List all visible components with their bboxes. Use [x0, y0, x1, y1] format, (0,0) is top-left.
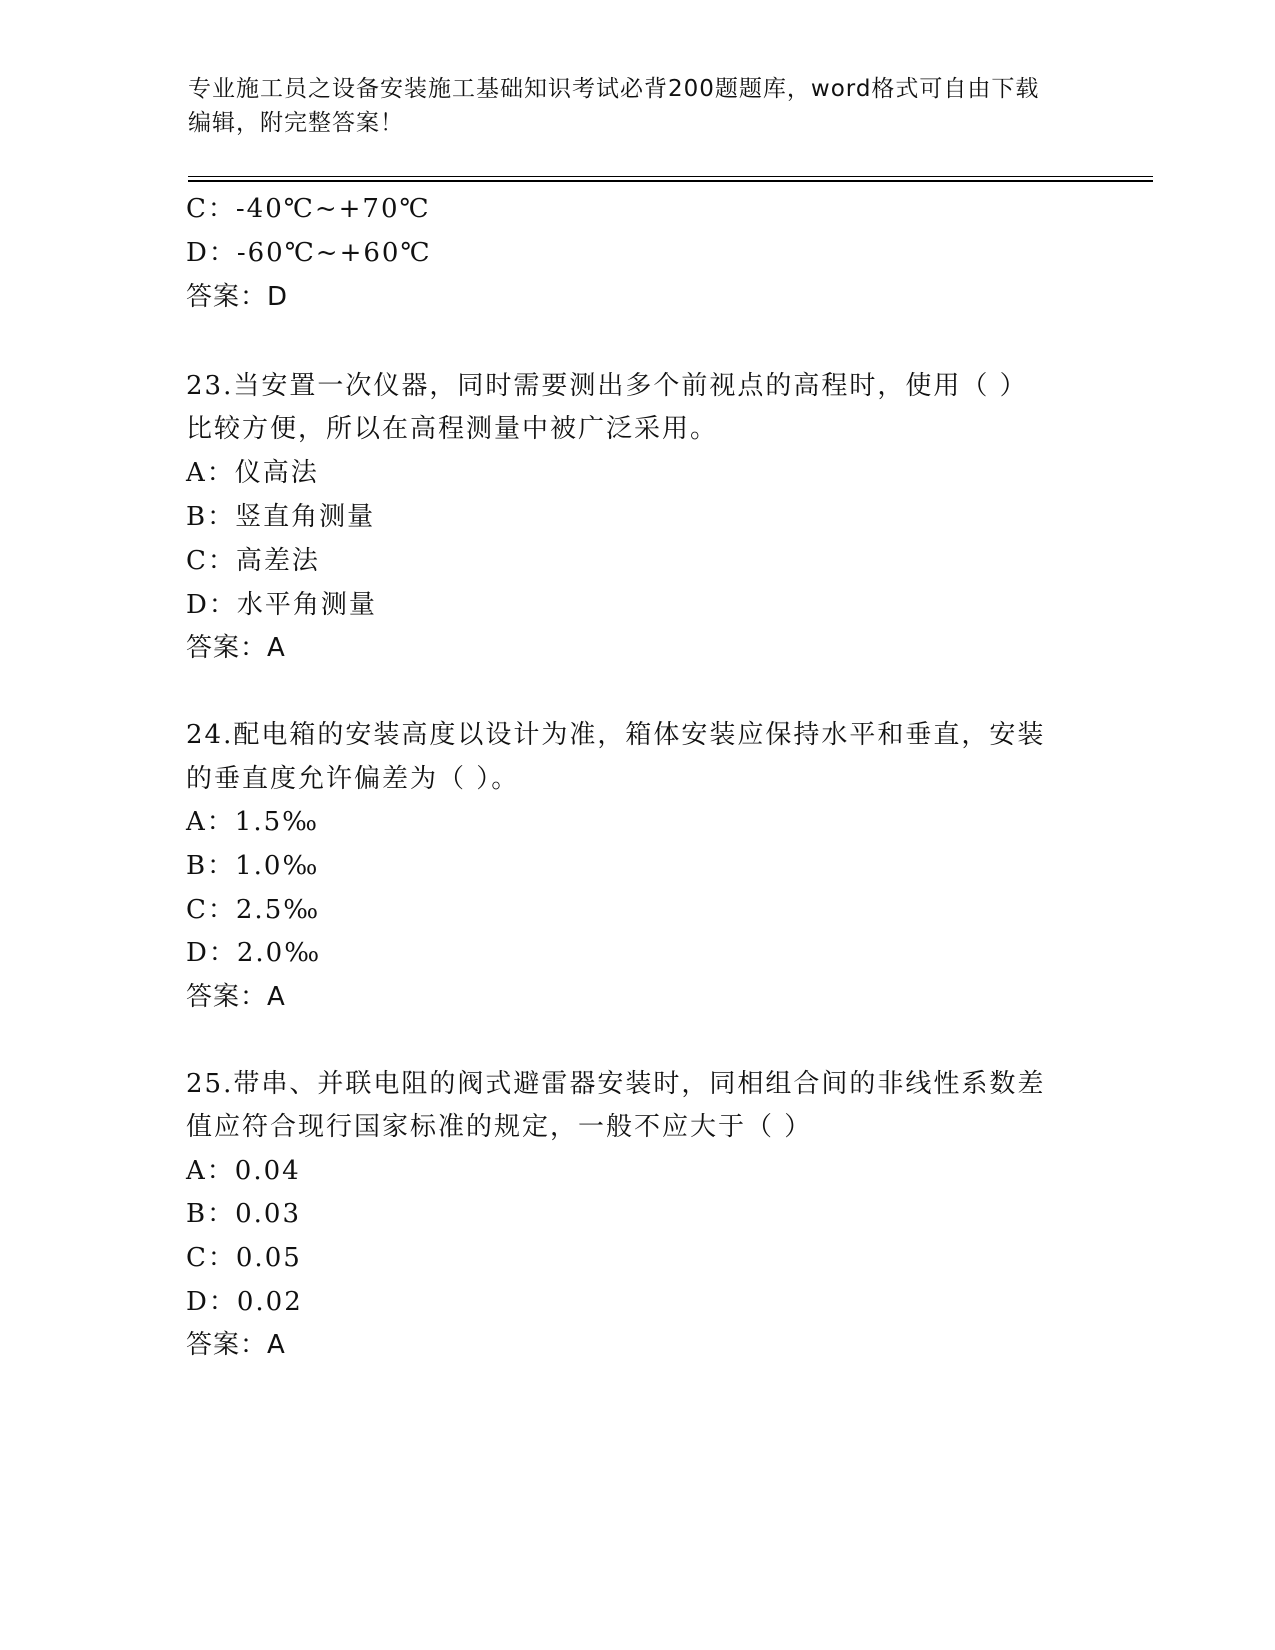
question-24-option-c: C：2.5‰: [186, 895, 321, 925]
question-23-option-a: A：仪高法: [186, 458, 319, 488]
question-25-option-b: B：0.03: [186, 1199, 301, 1229]
option-d: D：-60℃~+60℃: [186, 238, 432, 268]
question-25-answer: 答案：A: [186, 1330, 286, 1360]
question-23-answer: 答案：A: [186, 633, 286, 663]
header-rule-thin: [188, 176, 1153, 177]
answer: 答案：D: [186, 282, 289, 312]
question-25-option-c: C：0.05: [186, 1243, 302, 1273]
question-23-option-d: D：水平角测量: [186, 590, 377, 620]
option-c: C：-40℃~+70℃: [186, 194, 431, 224]
question-25-option-a: A：0.04: [186, 1156, 301, 1186]
question-23-line-1: 23.当安置一次仪器，同时需要测出多个前视点的高程时，使用（ ）: [186, 371, 1028, 401]
question-24-option-b: B：1.0‰: [186, 851, 320, 881]
question-25-line-1: 25.带串、并联电阻的阀式避雷器安装时，同相组合间的非线性系数差: [186, 1069, 1046, 1099]
question-24-answer: 答案：A: [186, 982, 286, 1012]
question-24-line-1: 24.配电箱的安装高度以设计为准，箱体安装应保持水平和垂直，安装: [186, 720, 1046, 750]
question-23-option-b: B：竖直角测量: [186, 502, 376, 532]
question-25-option-d: D：0.02: [186, 1287, 303, 1317]
question-23-line-2: 比较方便，所以在高程测量中被广泛采用。: [186, 414, 719, 444]
header-rule-thick: [188, 180, 1153, 182]
question-24-line-2: 的垂直度允许偏差为（ ）。: [186, 764, 520, 794]
question-25-line-2: 值应符合现行国家标准的规定，一般不应大于（ ）: [186, 1112, 813, 1142]
question-24-option-a: A：1.5‰: [186, 807, 320, 837]
question-23-option-c: C：高差法: [186, 546, 320, 576]
header-line-2: 编辑，附完整答案！: [188, 110, 404, 136]
question-24-option-d: D：2.0‰: [186, 938, 322, 968]
document-header: [188, 72, 1068, 140]
header-line-1: 专业施工员之设备安装施工基础知识考试必背200题题库，word格式可自由下载: [188, 76, 1040, 102]
